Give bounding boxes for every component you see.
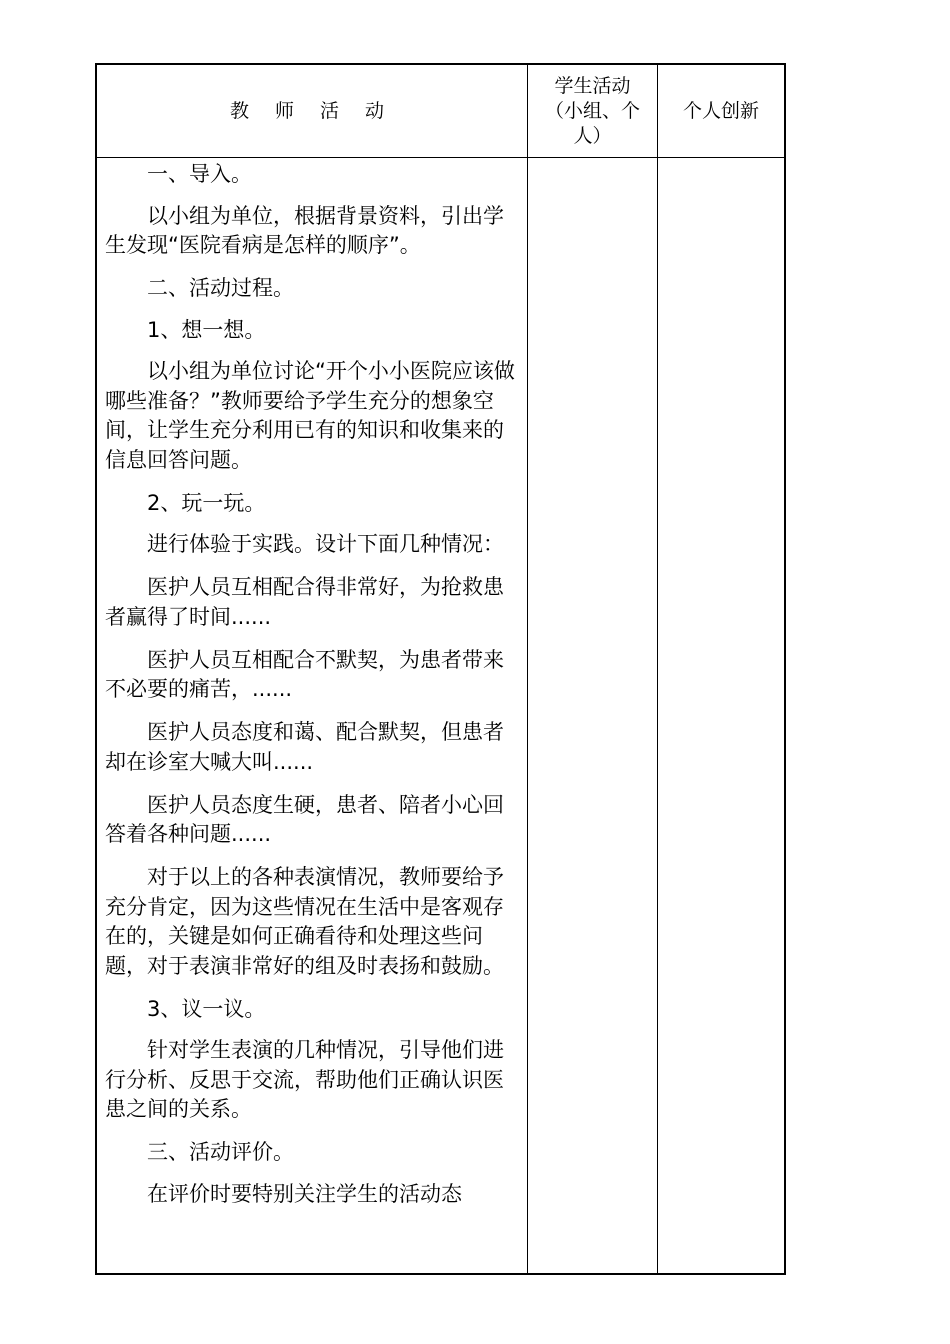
paragraph: 1、想一想。	[147, 317, 266, 342]
table-header-row	[97, 65, 784, 158]
paragraph: 对于以上的各种表演情况，教师要给予充分肯定，因为这些情况在生活中是客观存在的，关键是如何正确看待和处理这些问题，对于表演非常好的组及时表扬和鼓励。	[105, 865, 504, 978]
column-divider	[527, 65, 528, 1273]
header-personal-innovation: 个人创新	[682, 99, 759, 122]
paragraph: 针对学生表演的几种情况，引导他们进行分析、反思于交流，帮助他们正确认识医患之间的关系。	[105, 1038, 504, 1121]
paragraph: 2、玩一玩。	[147, 490, 266, 515]
column-divider	[657, 65, 658, 1273]
paragraph: 医护人员态度和蔼、配合默契，但患者却在诊室大喊大叫......	[105, 720, 504, 774]
paragraph: 在评价时要特别关注学生的活动态	[147, 1181, 462, 1206]
paragraph: 二、活动过程。	[147, 276, 294, 300]
paragraph: 进行体验于实践。设计下面几种情况：	[147, 532, 504, 556]
paragraph: 医护人员互相配合不默契，为患者带来不必要的痛苦，......	[105, 647, 504, 701]
header-student-activity	[528, 65, 657, 157]
header-teacher-activity: 教 师 活 动	[229, 99, 395, 122]
paragraph: 以小组为单位讨论“开个小小医院应该做哪些准备？”教师要给予学生充分的想象空间，让学生充分利用已有的知识和收集来的信息回答问题。	[105, 359, 515, 472]
paragraph: 医护人员态度生硬，患者、陪者小心回答着各种问题......	[105, 792, 504, 846]
teacher-activity-cell	[105, 160, 517, 1223]
header-student-activity-label: 学生活动（小组、个人）	[544, 74, 640, 147]
paragraph: 3、议一议。	[147, 996, 266, 1021]
paragraph: 以小组为单位，根据背景资料，引出学生发现“医院看病是怎样的顺序”。	[105, 203, 504, 257]
paragraph: 一、导入。	[147, 162, 252, 186]
paragraph: 三、活动评价。	[147, 1140, 294, 1164]
paragraph: 医护人员互相配合得非常好，为抢救患者赢得了时间......	[105, 575, 504, 629]
lesson-plan-table	[95, 63, 786, 1275]
